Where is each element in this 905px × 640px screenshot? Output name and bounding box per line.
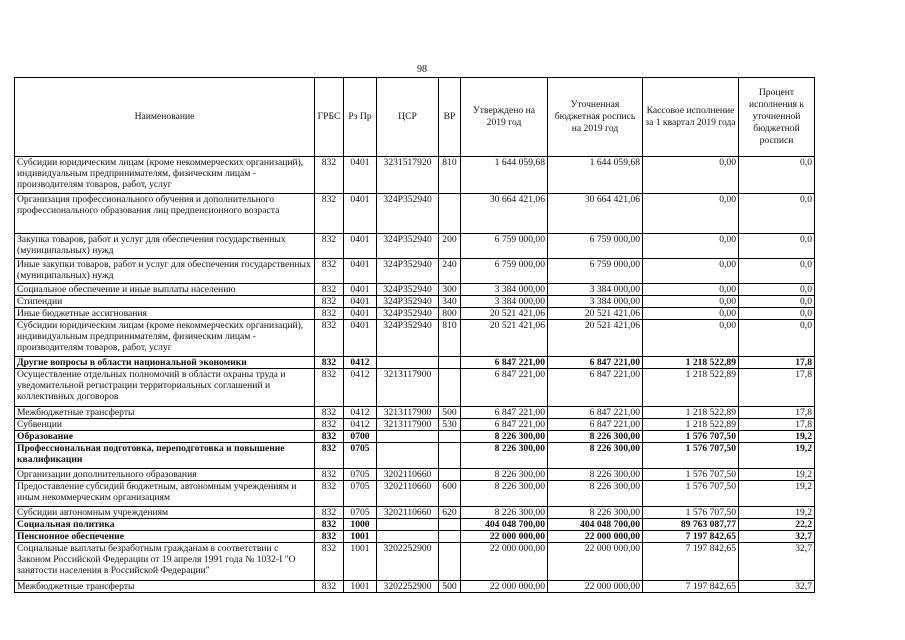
cell-specified: 20 521 421,06 xyxy=(548,320,643,357)
cell-percent: 19,2 xyxy=(739,481,815,507)
cell-vr: 600 xyxy=(439,481,461,507)
cell-rzpr: 0401 xyxy=(344,296,377,308)
cell-grbs: 832 xyxy=(315,431,344,443)
cell-vr xyxy=(439,194,461,234)
table-row xyxy=(15,507,815,519)
header-row xyxy=(15,78,815,157)
header-vr: ВР xyxy=(439,78,461,157)
cell-grbs: 832 xyxy=(315,234,344,259)
cell-percent: 32,7 xyxy=(739,531,815,543)
cell-vr: 500 xyxy=(439,581,461,593)
cell-specified: 404 048 700,00 xyxy=(548,519,643,531)
cell-vr xyxy=(439,469,461,481)
cell-approved: 8 226 300,00 xyxy=(461,507,548,519)
cell-specified: 22 000 000,00 xyxy=(548,531,643,543)
cell-percent: 0,0 xyxy=(739,157,815,194)
cell-cash: 0,00 xyxy=(643,296,739,308)
cell-name: Социальные выплаты безработным гражданам в соответствии с Законом Российской Федерации от 19 апреля 1991 года № 1032-I "О занятости населения в Российской Федерации" xyxy=(15,543,315,581)
cell-name: Субвенции xyxy=(15,419,315,431)
header-specified: Уточненная бюджетная роспись на 2019 год xyxy=(548,78,643,157)
table-row xyxy=(15,431,815,443)
cell-vr xyxy=(439,531,461,543)
cell-vr: 240 xyxy=(439,259,461,284)
cell-csr: 3202110660 xyxy=(377,507,439,519)
cell-approved: 6 759 000,00 xyxy=(461,234,548,259)
cell-cash: 7 197 842,65 xyxy=(643,581,739,593)
cell-grbs: 832 xyxy=(315,481,344,507)
cell-approved: 22 000 000,00 xyxy=(461,531,548,543)
cell-name: Другие вопросы в области национальной экономики xyxy=(15,357,315,369)
cell-percent: 19,2 xyxy=(739,431,815,443)
cell-rzpr: 0412 xyxy=(344,369,377,407)
cell-grbs: 832 xyxy=(315,296,344,308)
cell-specified: 20 521 421,06 xyxy=(548,308,643,320)
cell-vr xyxy=(439,431,461,443)
header-approved: Утверждено на 2019 год xyxy=(461,78,548,157)
cell-cash: 89 763 087,77 xyxy=(643,519,739,531)
cell-approved: 8 226 300,00 xyxy=(461,443,548,469)
cell-csr xyxy=(377,531,439,543)
cell-cash: 0,00 xyxy=(643,194,739,234)
cell-cash: 1 218 522,89 xyxy=(643,369,739,407)
cell-specified: 6 847 221,00 xyxy=(548,419,643,431)
cell-csr: 3202252900 xyxy=(377,543,439,581)
cell-name: Социальная политика xyxy=(15,519,315,531)
cell-csr: 324P352940 xyxy=(377,194,439,234)
cell-csr: 3202252900 xyxy=(377,581,439,593)
cell-specified: 30 664 421,06 xyxy=(548,194,643,234)
cell-approved: 20 521 421,06 xyxy=(461,320,548,357)
cell-cash: 1 218 522,89 xyxy=(643,407,739,419)
table-row xyxy=(15,531,815,543)
cell-percent: 17,8 xyxy=(739,407,815,419)
cell-name: Межбюджетные трансферты xyxy=(15,581,315,593)
cell-vr: 200 xyxy=(439,234,461,259)
cell-csr: 324P352940 xyxy=(377,296,439,308)
cell-percent: 0,0 xyxy=(739,194,815,234)
table-row xyxy=(15,308,815,320)
cell-grbs: 832 xyxy=(315,443,344,469)
table-row xyxy=(15,296,815,308)
cell-rzpr: 0401 xyxy=(344,320,377,357)
cell-vr: 340 xyxy=(439,296,461,308)
table-row xyxy=(15,481,815,507)
cell-grbs: 832 xyxy=(315,157,344,194)
cell-csr xyxy=(377,431,439,443)
cell-vr: 810 xyxy=(439,157,461,194)
cell-rzpr: 0705 xyxy=(344,481,377,507)
cell-rzpr: 1001 xyxy=(344,531,377,543)
cell-grbs: 832 xyxy=(315,469,344,481)
cell-approved: 6 847 221,00 xyxy=(461,419,548,431)
cell-name: Межбюджетные трансферты xyxy=(15,407,315,419)
cell-name: Осуществление отдельных полномочий в области охраны труда и уведомительной регистрации территориальных соглашений и коллективных договоров xyxy=(15,369,315,407)
cell-specified: 3 384 000,00 xyxy=(548,296,643,308)
table-row xyxy=(15,543,815,581)
cell-specified: 8 226 300,00 xyxy=(548,431,643,443)
cell-name: Предоставление субсидий бюджетным, автономным учреждениям и иным некоммерческим организациям xyxy=(15,481,315,507)
header-csr: ЦСР xyxy=(377,78,439,157)
cell-approved: 6 847 221,00 xyxy=(461,357,548,369)
cell-rzpr: 0705 xyxy=(344,507,377,519)
cell-cash: 1 576 707,50 xyxy=(643,431,739,443)
cell-rzpr: 1001 xyxy=(344,581,377,593)
cell-name: Организации дополнительного образования xyxy=(15,469,315,481)
cell-name: Образование xyxy=(15,431,315,443)
cell-percent: 22,2 xyxy=(739,519,815,531)
cell-rzpr: 0705 xyxy=(344,469,377,481)
cell-name: Стипендии xyxy=(15,296,315,308)
cell-name: Субсидии юридическим лицам (кроме некоммерческих организаций), индивидуальным предпринимателям, физическим лицам - производителям товаров, работ, услуг xyxy=(15,320,315,357)
cell-specified: 3 384 000,00 xyxy=(548,284,643,296)
cell-rzpr: 0401 xyxy=(344,308,377,320)
cell-approved: 6 759 000,00 xyxy=(461,259,548,284)
cell-name: Иные закупки товаров, работ и услуг для обеспечения государственных (муниципальных) нужд xyxy=(15,259,315,284)
cell-approved: 3 384 000,00 xyxy=(461,296,548,308)
cell-rzpr: 1001 xyxy=(344,543,377,581)
cell-vr: 620 xyxy=(439,507,461,519)
cell-cash: 0,00 xyxy=(643,234,739,259)
cell-vr: 800 xyxy=(439,308,461,320)
cell-csr: 324P352940 xyxy=(377,234,439,259)
cell-approved: 3 384 000,00 xyxy=(461,284,548,296)
cell-vr xyxy=(439,519,461,531)
table-row xyxy=(15,369,815,407)
cell-vr: 530 xyxy=(439,419,461,431)
cell-cash: 0,00 xyxy=(643,259,739,284)
cell-percent: 19,2 xyxy=(739,469,815,481)
cell-approved: 6 847 221,00 xyxy=(461,369,548,407)
cell-csr: 3213117900 xyxy=(377,407,439,419)
cell-grbs: 832 xyxy=(315,407,344,419)
cell-percent: 0,0 xyxy=(739,308,815,320)
cell-cash: 0,00 xyxy=(643,308,739,320)
cell-percent: 17,8 xyxy=(739,369,815,407)
cell-percent: 17,8 xyxy=(739,357,815,369)
cell-cash: 7 197 842,65 xyxy=(643,531,739,543)
cell-csr: 3231517920 xyxy=(377,157,439,194)
cell-cash: 0,00 xyxy=(643,320,739,357)
cell-approved: 30 664 421,06 xyxy=(461,194,548,234)
cell-specified: 6 847 221,00 xyxy=(548,369,643,407)
cell-specified: 6 847 221,00 xyxy=(548,407,643,419)
cell-vr xyxy=(439,443,461,469)
table-row xyxy=(15,469,815,481)
cell-grbs: 832 xyxy=(315,543,344,581)
cell-csr: 3202110660 xyxy=(377,469,439,481)
cell-rzpr: 0705 xyxy=(344,443,377,469)
cell-cash: 1 576 707,50 xyxy=(643,469,739,481)
cell-approved: 8 226 300,00 xyxy=(461,431,548,443)
cell-grbs: 832 xyxy=(315,531,344,543)
cell-specified: 8 226 300,00 xyxy=(548,443,643,469)
cell-name: Субсидии юридическим лицам (кроме некоммерческих организаций), индивидуальным предпринимателям, физическим лицам - производителям товаров, работ, услуг xyxy=(15,157,315,194)
header-cash: Кассовое исполнение за 1 квартал 2019 года xyxy=(643,78,739,157)
cell-cash: 1 218 522,89 xyxy=(643,357,739,369)
cell-rzpr: 0412 xyxy=(344,357,377,369)
cell-percent: 17,8 xyxy=(739,419,815,431)
cell-specified: 6 847 221,00 xyxy=(548,357,643,369)
cell-rzpr: 0401 xyxy=(344,259,377,284)
cell-cash: 1 218 522,89 xyxy=(643,419,739,431)
table-row xyxy=(15,259,815,284)
table-row xyxy=(15,194,815,234)
cell-name: Социальное обеспечение и иные выплаты населению xyxy=(15,284,315,296)
cell-specified: 6 759 000,00 xyxy=(548,259,643,284)
cell-rzpr: 0700 xyxy=(344,431,377,443)
cell-percent: 19,2 xyxy=(739,507,815,519)
cell-approved: 404 048 700,00 xyxy=(461,519,548,531)
cell-grbs: 832 xyxy=(315,369,344,407)
cell-percent: 19,2 xyxy=(739,443,815,469)
cell-percent: 0,0 xyxy=(739,284,815,296)
cell-specified: 22 000 000,00 xyxy=(548,543,643,581)
table-row xyxy=(15,407,815,419)
cell-specified: 6 759 000,00 xyxy=(548,234,643,259)
cell-name: Профессиональная подготовка, переподготовка и повышение квалификации xyxy=(15,443,315,469)
cell-csr xyxy=(377,519,439,531)
cell-cash: 1 576 707,50 xyxy=(643,443,739,469)
page-number: 98 xyxy=(417,64,427,75)
cell-rzpr: 0412 xyxy=(344,407,377,419)
cell-grbs: 832 xyxy=(315,357,344,369)
cell-csr: 3213117900 xyxy=(377,419,439,431)
cell-rzpr: 0401 xyxy=(344,284,377,296)
table-row xyxy=(15,157,815,194)
cell-vr: 810 xyxy=(439,320,461,357)
cell-grbs: 832 xyxy=(315,581,344,593)
cell-percent: 32,7 xyxy=(739,543,815,581)
cell-vr xyxy=(439,543,461,581)
cell-name: Иные бюджетные ассигнования xyxy=(15,308,315,320)
cell-specified: 8 226 300,00 xyxy=(548,469,643,481)
cell-grbs: 832 xyxy=(315,507,344,519)
header-grbs: ГРБС xyxy=(315,78,344,157)
cell-grbs: 832 xyxy=(315,308,344,320)
cell-name: Организация профессионального обучения и дополнительного профессионального образования лиц предпенсионного возраста xyxy=(15,194,315,234)
cell-vr: 500 xyxy=(439,407,461,419)
cell-cash: 7 197 842,65 xyxy=(643,543,739,581)
cell-rzpr: 0412 xyxy=(344,419,377,431)
cell-approved: 6 847 221,00 xyxy=(461,407,548,419)
cell-percent: 0,0 xyxy=(739,259,815,284)
cell-name: Закупка товаров, работ и услуг для обеспечения государственных (муниципальных) нужд xyxy=(15,234,315,259)
cell-rzpr: 1000 xyxy=(344,519,377,531)
cell-rzpr: 0401 xyxy=(344,234,377,259)
cell-percent: 32,7 xyxy=(739,581,815,593)
header-name: Наименование xyxy=(15,78,315,157)
table-row xyxy=(15,519,815,531)
cell-percent: 0,0 xyxy=(739,296,815,308)
cell-csr: 3213117900 xyxy=(377,369,439,407)
table-row xyxy=(15,320,815,357)
table-row xyxy=(15,284,815,296)
cell-approved: 8 226 300,00 xyxy=(461,469,548,481)
cell-csr: 324P352940 xyxy=(377,320,439,357)
cell-csr xyxy=(377,443,439,469)
cell-csr: 324P352940 xyxy=(377,308,439,320)
cell-cash: 1 576 707,50 xyxy=(643,481,739,507)
cell-specified: 8 226 300,00 xyxy=(548,507,643,519)
cell-percent: 0,0 xyxy=(739,234,815,259)
cell-name: Пенсионное обеспечение xyxy=(15,531,315,543)
cell-vr xyxy=(439,369,461,407)
cell-grbs: 832 xyxy=(315,259,344,284)
cell-grbs: 832 xyxy=(315,284,344,296)
cell-approved: 20 521 421,06 xyxy=(461,308,548,320)
table-row xyxy=(15,443,815,469)
table-row xyxy=(15,357,815,369)
cell-csr: 324P352940 xyxy=(377,284,439,296)
table-row xyxy=(15,419,815,431)
cell-grbs: 832 xyxy=(315,519,344,531)
cell-rzpr: 0401 xyxy=(344,157,377,194)
cell-csr: 3202110660 xyxy=(377,481,439,507)
cell-approved: 8 226 300,00 xyxy=(461,481,548,507)
cell-name: Субсидии автономным учреждениям xyxy=(15,507,315,519)
cell-approved: 22 000 000,00 xyxy=(461,581,548,593)
cell-cash: 0,00 xyxy=(643,284,739,296)
header-percent: Процент исполнения к уточненной бюджетной росписи xyxy=(739,78,815,157)
table-row xyxy=(15,234,815,259)
cell-grbs: 832 xyxy=(315,194,344,234)
cell-approved: 1 644 059,68 xyxy=(461,157,548,194)
cell-specified: 8 226 300,00 xyxy=(548,481,643,507)
cell-grbs: 832 xyxy=(315,419,344,431)
cell-approved: 22 000 000,00 xyxy=(461,543,548,581)
cell-specified: 1 644 059,68 xyxy=(548,157,643,194)
cell-csr xyxy=(377,357,439,369)
cell-grbs: 832 xyxy=(315,320,344,357)
header-rzpr: Рз Пр xyxy=(344,78,377,157)
cell-vr: 300 xyxy=(439,284,461,296)
cell-percent: 0,0 xyxy=(739,320,815,357)
budget-table xyxy=(14,77,815,593)
cell-cash: 0,00 xyxy=(643,157,739,194)
table-row xyxy=(15,581,815,593)
cell-cash: 1 576 707,50 xyxy=(643,507,739,519)
cell-specified: 22 000 000,00 xyxy=(548,581,643,593)
cell-csr: 324P352940 xyxy=(377,259,439,284)
cell-rzpr: 0401 xyxy=(344,194,377,234)
cell-vr xyxy=(439,357,461,369)
